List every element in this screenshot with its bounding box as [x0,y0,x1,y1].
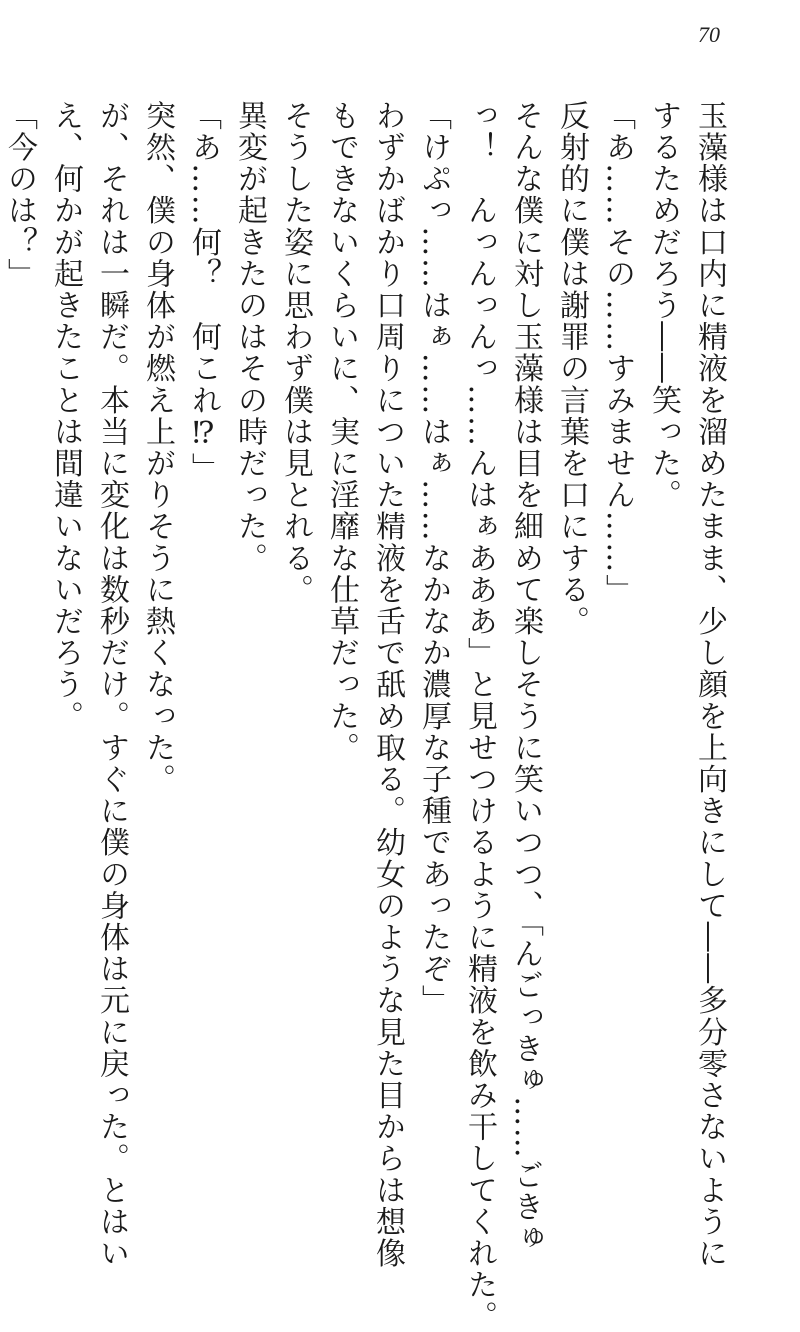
text-line: 「あ……その……すみません……」 [600,100,635,606]
text-line: 反射的に僕は謝罪の言葉を口にする。 [554,100,589,638]
page-number: 70 [698,22,720,47]
text-line: 玉藻様は口内に精液を溜めたまま、少し顔を上向きにして――多分零さないように [692,100,727,1270]
text-line: そんな僕に対し玉藻様は目を細めて楽しそうに笑いつつ、「んごっきゅ……ごきゅ [508,100,543,1255]
text-line: もできないくらいに、実に淫靡な仕草だった。 [324,100,359,764]
text-line: 異変が起きたのはその時だった。 [232,100,267,574]
text-line: 「今のは？」 [2,100,37,290]
text-line: 「けぷっ……はぁ……はぁ……なかなか濃厚な子種であったぞ」 [416,100,451,1017]
text-line: そうした姿に思わず僕は見とれる。 [278,100,313,606]
body-text [2,100,732,1332]
text-line: するためだろう――笑った。 [646,100,681,511]
text-line: え、何かが起きたことは間違いないだろう。 [48,100,83,732]
text-line: わずかばかり口周りについた精液を舌で舐め取る。幼女のような見た目からは想像 [370,100,405,1270]
text-line: っ！ んっんっんっ……んはぁあああ」と見せつけるように精液を飲み干してくれた。 [462,100,497,1332]
text-line: が、それは一瞬だ。本当に変化は数秒だけ。すぐに僕の身体は元に戻った。とはい [94,100,129,1270]
text-line: 「あ……何？ 何これ⁉」 [186,100,221,485]
text-line: 突然、僕の身体が燃え上がりそうに熱くなった。 [140,100,175,796]
